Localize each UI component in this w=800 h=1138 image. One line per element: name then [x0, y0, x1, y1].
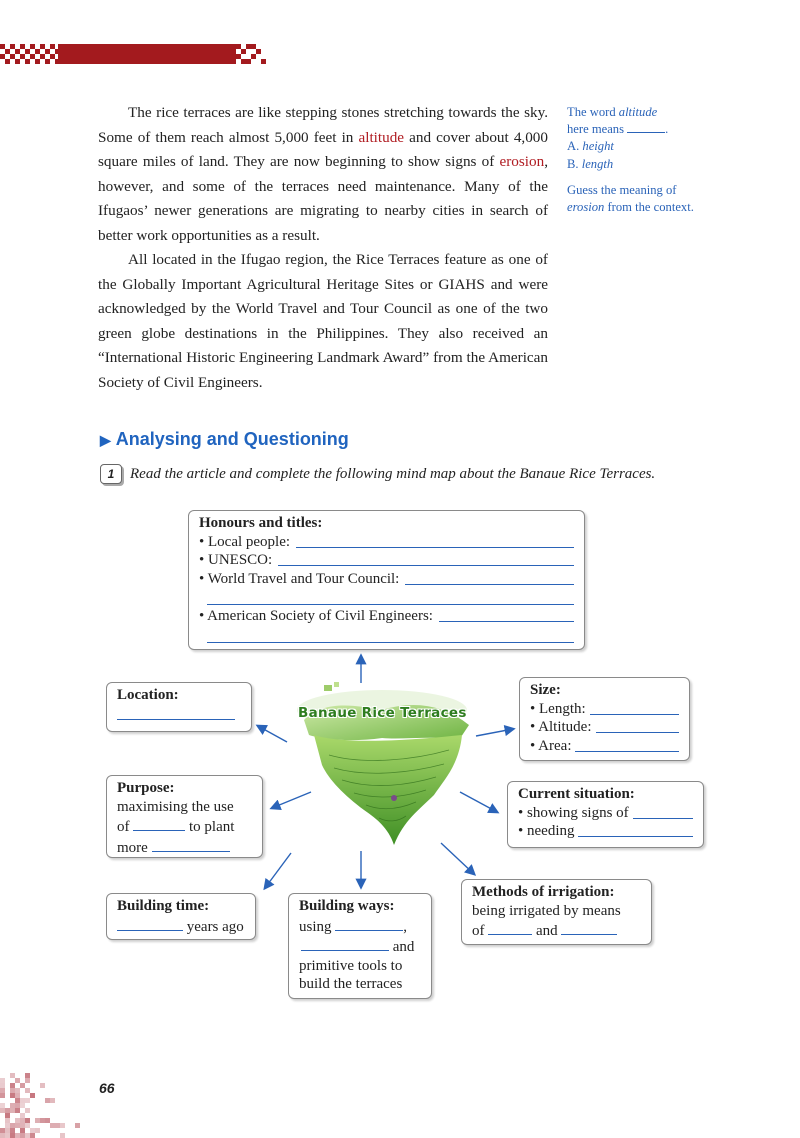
purpose-text: to plant — [189, 819, 235, 835]
building-ways-text: and — [392, 939, 415, 955]
answer-blank[interactable] — [207, 588, 574, 605]
size-item-area: • Area: — [530, 737, 572, 754]
irrigation-box — [461, 879, 652, 945]
purpose-text: of — [117, 819, 130, 835]
option-label: A. — [567, 139, 583, 154]
building-time-box — [106, 893, 256, 940]
keyword-altitude: altitude — [358, 128, 405, 146]
irrigation-text: being irrigated by means — [472, 902, 621, 919]
size-item-altitude: • Altitude: — [530, 719, 592, 735]
size-title: Size: — [530, 682, 561, 698]
location-title: Location: — [117, 687, 179, 703]
size-box — [519, 677, 690, 761]
location-box — [106, 682, 252, 732]
size-item-length: • Length: — [530, 700, 586, 717]
answer-blank[interactable] — [207, 626, 574, 643]
note-text: Guess the meaning of — [567, 183, 677, 197]
article-text: All located in the Ifugao region, the Rice Terraces feature as one of the Globally Important Agricultural Heritage Sites or GIAHS and were acknowledged by the World Travel and Tour Council as one of the two green globe destinations in the Philippines. They also received an “International Historic Engineering Landmark Award” from the American Society of Civil Engineers. — [98, 251, 548, 391]
building-ways-box — [288, 893, 432, 999]
center-title: Banaue Rice Terraces — [298, 705, 467, 721]
building-ways-text: primitive tools to — [299, 957, 403, 974]
answer-blank[interactable] — [439, 607, 574, 622]
honours-item-asce: • American Society of Civil Engineers: — [199, 608, 433, 624]
answer-blank[interactable] — [301, 936, 389, 951]
building-time-title: Building time: — [117, 898, 210, 914]
article-text: The rice terraces are like stepping stones stretching towards the sky. Some of them reach almost 5,000 feet in — [98, 104, 548, 146]
honours-item-council: • World Travel and Tour Council: — [199, 570, 400, 587]
task-text: Read the article and complete the following mind map about the Banaue Rice Terraces. — [130, 466, 656, 482]
page-number: 66 — [99, 1080, 115, 1096]
arrow-to-location — [258, 726, 287, 742]
task-number-badge: 1 — [100, 464, 122, 484]
keyword-erosion: erosion — [499, 153, 545, 171]
answer-blank[interactable] — [405, 570, 574, 585]
option-label: B. — [567, 156, 582, 171]
current-situation-box — [507, 781, 704, 848]
purpose-text: more — [117, 839, 148, 856]
answer-blank[interactable] — [578, 822, 693, 837]
note-keyword: erosion — [567, 200, 605, 215]
answer-blank[interactable] — [633, 804, 693, 819]
answer-blank[interactable] — [117, 916, 183, 931]
note-text: from the context. — [604, 200, 694, 215]
building-ways-text: , — [403, 918, 408, 935]
honours-box — [188, 510, 585, 650]
note-keyword: altitude — [618, 105, 658, 119]
irrigation-text: and — [536, 923, 558, 939]
irrigation-text: of — [472, 923, 485, 939]
answer-blank[interactable] — [488, 920, 532, 935]
note-text: The word — [567, 105, 619, 119]
note-text: . — [665, 122, 669, 137]
answer-blank[interactable] — [335, 916, 403, 931]
answer-blank[interactable] — [296, 533, 574, 548]
current-item-signs: • showing signs of — [518, 804, 629, 821]
honours-item-local: • Local people: — [199, 533, 291, 550]
answer-blank[interactable] — [561, 920, 617, 935]
honours-title: Honours and titles: — [199, 515, 323, 531]
arrow-to-size — [476, 729, 513, 736]
building-ways-text: build the terraces — [299, 976, 403, 992]
honours-item-unesco: • UNESCO: — [199, 552, 273, 568]
purpose-box — [106, 775, 263, 858]
answer-blank[interactable] — [152, 837, 230, 852]
building-time-suffix: years ago — [186, 918, 244, 935]
note-text: here means — [567, 122, 624, 137]
purpose-line: maximising the use — [117, 798, 234, 815]
option-b: length — [581, 156, 614, 171]
triangle-icon: ▶ — [100, 432, 111, 448]
answer-blank[interactable] — [133, 816, 185, 831]
article-text: and cover about 4,000 square miles of land. They are now beginning to show signs of — [98, 128, 548, 171]
current-item-needing: • needing — [518, 823, 575, 839]
answer-blank[interactable] — [117, 705, 235, 720]
purpose-title: Purpose: — [117, 780, 175, 796]
building-ways-title: Building ways: — [299, 898, 395, 914]
answer-blank[interactable] — [575, 737, 679, 752]
answer-blank[interactable] — [278, 551, 574, 566]
article-text: , however, and some of the terraces need maintenance. Many of the Ifugaos’ newer generations are migrating to nearby cities in search of better work opportunities as a result. — [98, 153, 548, 244]
answer-blank[interactable] — [596, 718, 679, 733]
option-a: height — [582, 139, 614, 154]
section-heading-text: Analysing and Questioning — [115, 429, 349, 449]
current-title: Current situation: — [518, 786, 635, 802]
answer-blank[interactable] — [590, 700, 679, 715]
irrigation-title: Methods of irrigation: — [472, 884, 615, 900]
building-ways-text: using — [299, 918, 332, 935]
